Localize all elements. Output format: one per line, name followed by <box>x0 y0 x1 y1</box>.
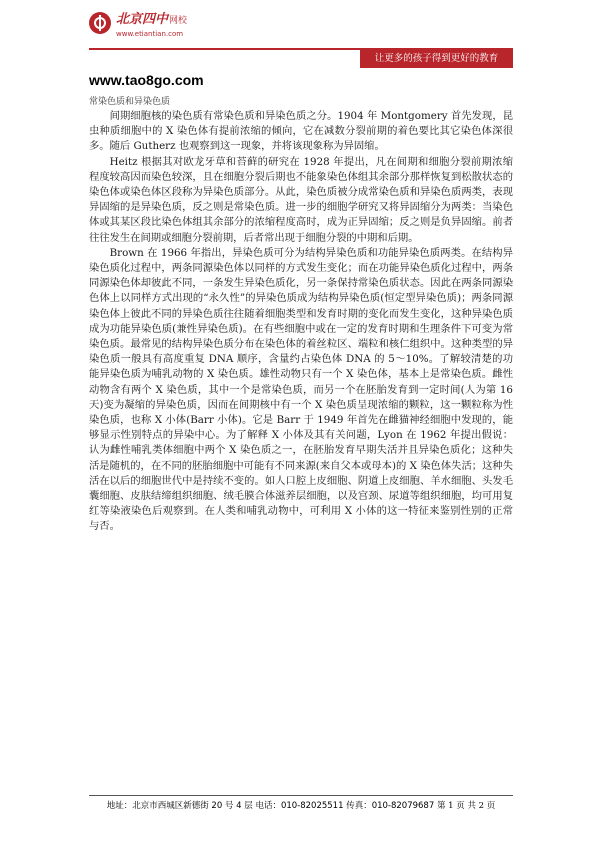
paragraph: Brown 在 1966 年指出，异染色质可分为结构异染色质和功能异染色质两类。在结构异染色质化过程中，两条同源染色体以同样的方式发生变化；而在功能异染色质化过程中，两条同源染色体却彼此不同，一条发生异染色质化，另一条保持常染色质状态。因此在两条同源染色体上以同样方式出现的“永久性”的异染色质成为结构异染色质(恒定型异染色质)；两条同源染色体上彼此不同的异染色质往往随着细胞类型和发育时期的变化而发生变化，这种异染色质成为功能异染色质(兼性异染色质)。在有些细胞中或在一定的发育时期和生理条件下可变为常染色质。最常见的结构异染色质分布在染色体的着丝粒区、端粒和核仁组织中。这种类型的异染色质一般具有高度重复 DNA 顺序，含量约占染色体 DNA 的 5～10%。了解较清楚的功能异染色质为哺乳动物的 X 染色质。雄性动物只有一个 X 染色体，基本上是常染色质。雌性动物含有两个 X 染色质，其中一个是常染色质，而另一个在胚胎发育到一定时间(人为第 16 天)变为凝缩的异染色质，因而在间期核中有一个 X 染色质呈现浓缩的颗粒，这一颗粒称为性染色质，也称 X 小体(Barr 小体)。它是 Barr 于 1949 年首先在雌猫神经细胞中发现的，能够显示性别特点的异染中心。为了解释 X 小体及其有关问题，Lyon 在 1962 年提出假说：认为雌性哺乳类体细胞中两个 X 染色质之一，在胚胎发育早期失活并且异染色质化；这种失活是随机的，在不同的胚胎细胞中可能有不同来源(来自父本或母本)的 X 染色体失活；这种失活在以后的细胞世代中是持续不变的。如人口腔上皮细胞、阴道上皮细胞、羊水细胞、头发毛囊细胞、皮肤结缔组织细胞、绒毛膜合体滋养层细胞，以及宫颈、尿道等组织细胞，均可用复红等染液染色后观察到。在人类和哺乳动物中，可利用 X 小体的这一特征来鉴别性别的正常与否。 <box>89 246 513 533</box>
logo-suffix: 网校 <box>169 16 188 26</box>
logo-site-url: www.etiantian.com <box>116 30 184 38</box>
footer-rule <box>89 795 513 796</box>
document-title: 常染色质和异染色质 <box>89 97 171 107</box>
article-body <box>89 109 513 535</box>
site-url: www.tao8go.com <box>89 72 204 88</box>
paragraph: 间期细胞核的染色质有常染色质和异染色质之分。1904 年 Montgomery 首先发现，昆虫种质细胞中的 X 染色体有提前浓缩的倾向，它在减数分裂前期的着色要比其它染色体深很多。随后 Gutherz 也观察到这一现象，并将该现象称为异固缩。 <box>89 110 513 153</box>
page-header <box>0 0 600 74</box>
slogan-banner: 让更多的孩子得到更好的教育 <box>360 50 513 68</box>
paragraph: Heitz 根据其对欧龙牙草和苔藓的研究在 1928 年提出，凡在间期和细胞分裂前期浓缩程度较高因而染色较深，且在细胞分裂后期也不能象染色体组其余部分那样恢复到松散状态的染色体或染色体区段称为异染色质部分。从此，染色质被分成常染色质和异染色质两类，表现异固缩的是异染色质，反之则是常染色质。进一步的细胞学研究又将异固缩分为两类：当染色体或其某区段比染色体组其余部分的浓缩程度高时，成为正异固缩；反之则是负异固缩。前者往往发生在间期或细胞分裂前期，后者常出现于细胞分裂的中期和后期。 <box>89 155 513 244</box>
page-number: 第 1 页 共 2 页 <box>436 801 496 811</box>
page-footer <box>89 799 513 813</box>
school-logo-icon <box>89 12 111 34</box>
footer-contact: 地址：北京市西城区新德街 20 号 4 层 电话：010-82025511 传真：010-82079687 <box>106 801 435 811</box>
school-logo-name: 北京四中网校 <box>116 12 188 27</box>
